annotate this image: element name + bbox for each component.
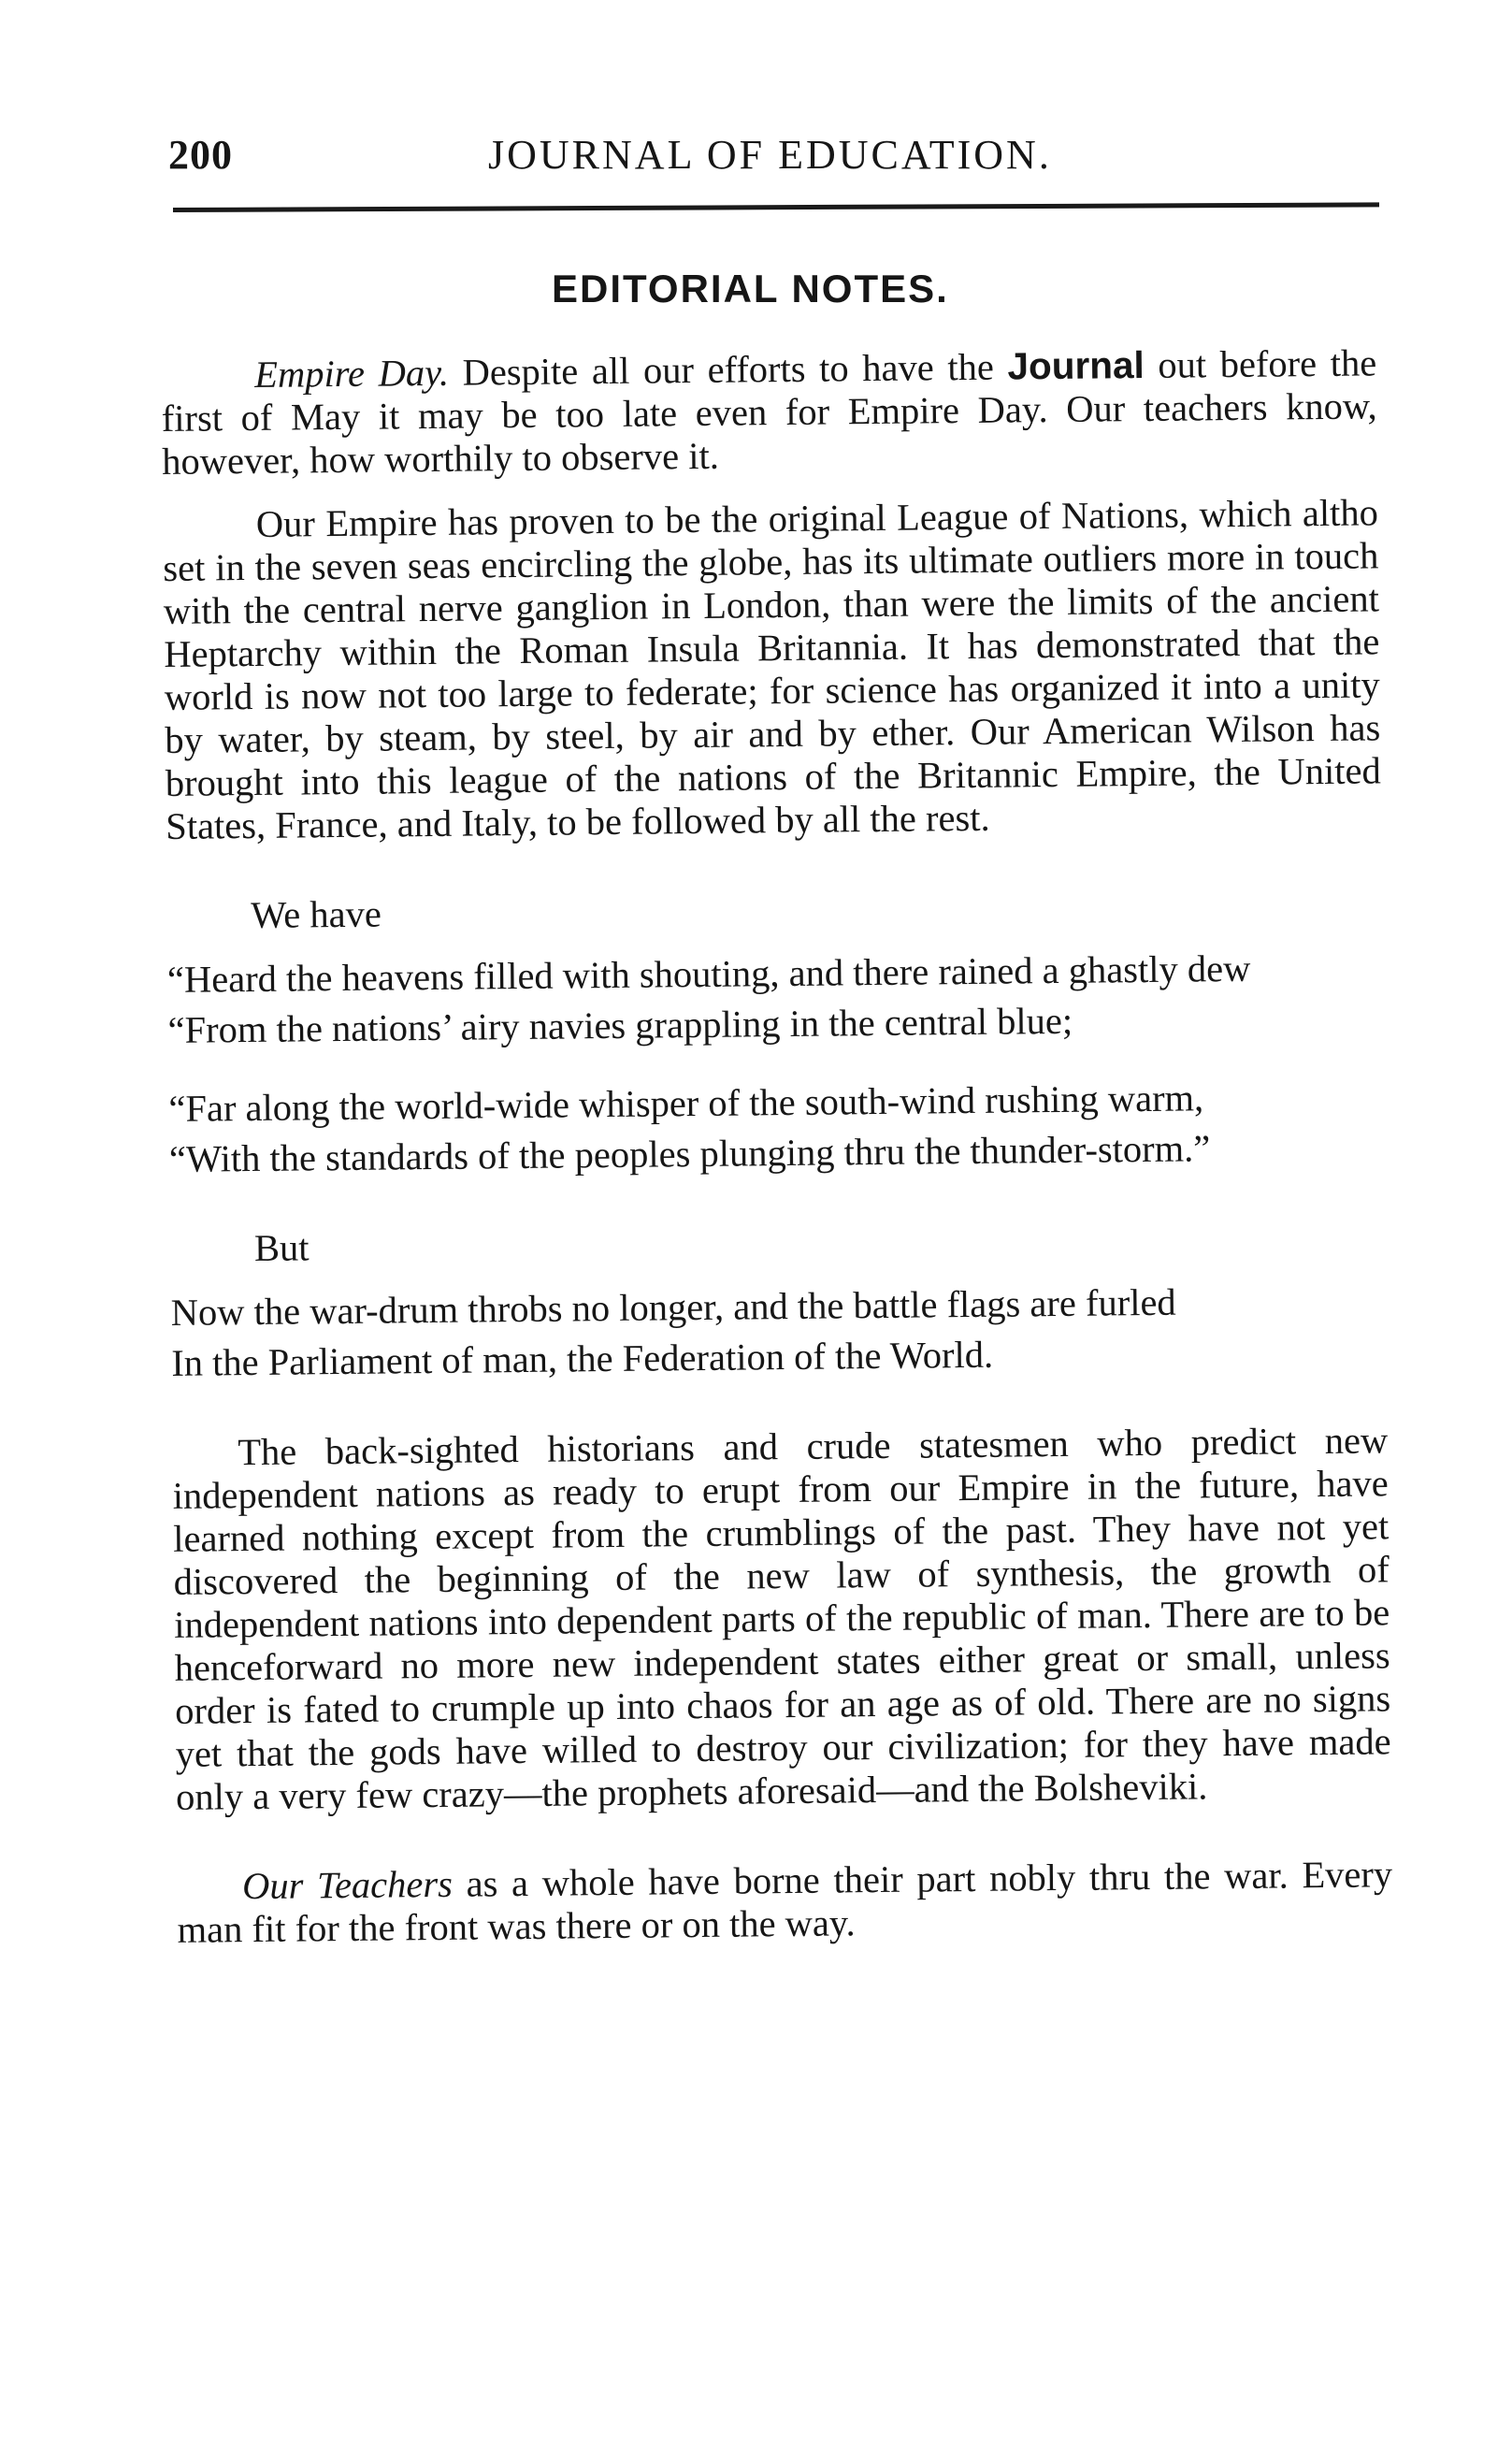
- verse-line: In the Parliament of man, the Federation of the World.: [171, 1333, 994, 1384]
- we-have-line: We have: [251, 892, 382, 937]
- paragraph-text: as a whole have borne their part nobly thru the war. Every man fit for the front was there or on the way.: [177, 1853, 1393, 1951]
- journal-word: Journal: [1007, 342, 1145, 388]
- page-number: 200: [168, 132, 233, 178]
- but-line: But: [253, 1226, 310, 1270]
- verse-line: “Far along the world-wide whisper of the south-wind rushing warm,: [168, 1076, 1204, 1130]
- paragraph-text: out before the first of May it may be too late even for Empire Day. Our teachers know, however, how worthily to observe it.: [161, 341, 1377, 483]
- paragraph-empire-day: [161, 340, 1377, 484]
- verse-line: “With the standards of the peoples plunging thru the thunder-storm.”: [168, 1127, 1211, 1180]
- verse-line: “From the nations’ airy navies grappling in the central blue;: [167, 999, 1073, 1051]
- verse-line: Now the war-drum throbs no longer, and the battle flags are furled: [170, 1280, 1176, 1334]
- running-title: JOURNAL OF EDUCATION.: [488, 132, 1052, 178]
- empire-day-heading: Empire Day.: [254, 351, 450, 396]
- paragraph-our-teachers: [177, 1853, 1393, 1952]
- page-header: [159, 131, 1375, 196]
- paragraph-league-of-nations: Our Empire has proven to be the original League of Nations, which altho set in the seven seas encircling the globe, has its ultimate outliers more in touch with the central nerve ganglion in London, than were the limits of the ancient Heptarchy within the Roman Insula Britannia. It has demonstrated that the world is now not too large to federate; for science has organized it into a unity by water, by steam, by steel, by air and by ether. Our American Wilson has brought into this league of the nations of the Britannic Empire, the United States, France, and Italy, to be followed by all the rest.: [163, 491, 1381, 847]
- paragraph-text: Despite all our efforts to have the: [462, 345, 995, 394]
- header-rule: [173, 202, 1379, 212]
- paragraph-historians: The back-sighted historians and crude statesmen who predict new independent nations as ready to erupt from our Empire in the future, have learned nothing except from the crumblings of the past. They have not yet discovered the beginning of the new law of synthesis, the growth of independent nations into dependent parts of the republic of man. There are to be henceforward no more new independent states either great or small, unless order is fated to crumple up into chaos for an age as of old. There are no signs yet that the gods have willed to destroy our civilization; for they have made only a very few crazy—the prophets aforesaid—and the Bolsheviki.: [172, 1419, 1391, 1818]
- section-title: EDITORIAL NOTES.: [552, 267, 949, 311]
- our-teachers-heading: Our Teachers: [241, 1862, 454, 1908]
- editorial-body: [161, 340, 1393, 1952]
- verse-line: “Heard the heavens filled with shouting, and there rained a ghastly dew: [166, 946, 1251, 1001]
